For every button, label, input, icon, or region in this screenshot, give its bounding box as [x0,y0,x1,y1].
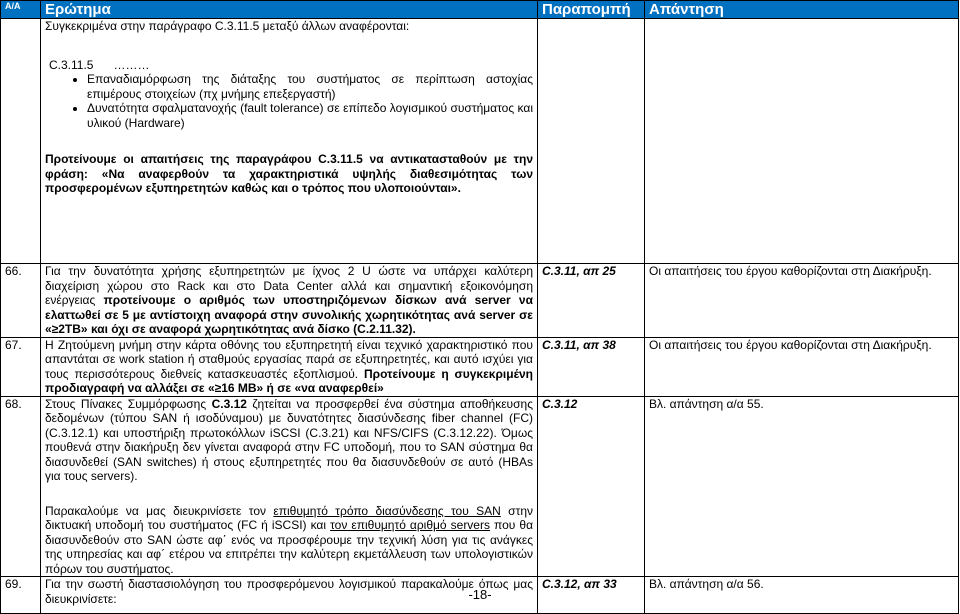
header-answer: Απάντηση [645,1,959,19]
header-num: Α/Α [1,1,41,19]
question-para-2 [45,504,533,577]
intro-line: Συγκεκριμένα στην παράγραφο C.3.11.5 μεταξύ άλλων αναφέρονται: [45,19,410,33]
quote-ref: C.3.11.5 [49,58,94,72]
question-text [41,396,538,577]
bullet-item: • Δυνατότητα σφαλματανοχής (fault tolerance) σε επίπεδο λογισμικού συστήματος και υλικού (Hardware) [87,101,533,130]
question-part: Για την σωστή διαστασιολόγηση του προσφερόμενου λογισμικού παρακαλούμε όπως μας διευκρινίσετε: [45,577,533,606]
table-row [1,396,959,577]
header-row [1,1,959,19]
answer-text: Οι απαιτήσεις του έργου καθορίζονται στη Διακήρυξη. [645,264,959,338]
reference-text: C.3.12, απ 33 [538,577,645,614]
row-number: 68. [1,396,41,577]
question-part: Παρακαλούμε να μας διευκρινίσετε τον [45,503,274,518]
answer-text: Βλ. απάντηση α/α 55. [645,396,959,577]
quote-dots: ……… [113,58,150,72]
question-text [41,264,538,338]
reference-text: C.3.12 [538,396,645,577]
num-cell [1,19,41,264]
row-number: 69. [1,577,41,614]
question-bold: C.3.12 [211,396,247,411]
question-part: Η Ζητούμενη μνήμη στην κάρτα οθόνης του εξυπηρετητή είναι τεχνικό χαρακτηριστικό που απαντάται σε work station ή σταθμούς εργασίας παρά σε εξυπηρετητές, και αυτό ισχύει για τους περισσότερους διεθνείς κατασκευαστές εξοπλισμού. [45,337,533,381]
header-reference: Παραπομπή [538,1,645,19]
question-underline: επιθυμητό τρόπο διασύνδεσης του SAN [273,503,501,518]
answer-cell [645,19,959,264]
continuation-row [1,19,959,264]
table-row [1,337,959,396]
reference-text: C.3.11, απ 25 [538,264,645,338]
question-cell [41,19,538,264]
question-part: που θα διασυνδεθούν στο SAN ώστε αφ΄ ενός να προσφέρουμε την τεχνική λύση για τις ανάγκες της υπηρεσίας και αφ΄ ετέρου να επιτρέπει την καλύτερη εκμετάλλευση των υπολογιστικών πόρων του συστήματος. [45,518,534,576]
reference-cell [538,19,645,264]
question-part: στην δικτυακή υποδομή του συστήματος (FC ή iSCSI) και [45,503,533,532]
question-bold: προτείνουμε ο αριθμός των υποστηριζόμενων δίσκων ανά server να ελαττωθεί σε 5 με αντίστοιχη αναφορά στην συνολικής χωρητικότητας ανά server σε «≥2TB» και όχι σε αναφορά χωρητικότητας ανά δίσκο (C.2.11.32). [45,293,533,336]
question-part: Στους Πίνακες Συμμόρφωσης [45,396,212,411]
question-underline: τον επιθυμητό αριθμό servers [330,518,490,532]
question-text [41,337,538,396]
quote-ref-line [45,58,533,72]
row-number: 67. [1,337,41,396]
page-number: -18- [468,587,492,602]
row-number: 66. [1,264,41,338]
proposal-text: Προτείνουμε οι απαιτήσεις της παραγράφου C.3.11.5 να αντικατασταθούν με την φράση: «Να αναφερθούν τα χαρακτηριστικά υψηλής διαθεσιμότητας των προσφερομένων εξυπηρετητών καθώς και ο τρόπος που υλοποιούνται». [45,152,533,195]
header-question: Ερώτημα [41,1,538,19]
answer-text: Βλ. απάντηση α/α 56. [645,577,959,614]
table-row [1,264,959,338]
bullet-item: • Επαναδιαμόρφωση της διάταξης του συστήματος σε περίπτωση αστοχίας επιμέρους στοιχείων (πχ μνήμης επεξεργαστή) [87,72,533,101]
question-bold: Προτείνουμε η συγκεκριμένη προδιαγραφή να αλλάξει σε «≥16 MB» ή σε «να αναφερθεί» [45,366,534,395]
question-part: ζητείται να προσφερθεί ένα σύστημα αποθήκευσης δεδομένων (τύπου SAN ή ισοδύναμου) με δυνατότητες διασύνδεσης fiber channel (FC) (C.3.12.1) και υποστήριξη πρωτοκόλλων iSCSI (C.3.21) και NFS/CIFS (C.3.12.22). Όμως πουθενά στην διακήρυξη δεν γίνεται αναφορά στην FC υποδομή, που το SAN σύστημα θα διασυνδεθεί (SAN switches) ή στους εξυπηρετητές που θα διασυνδεθούν σε αυτό (HBAs για τους servers). [45,396,533,483]
answer-text: Οι απαιτήσεις του έργου καθορίζονται στη Διακήρυξη. [645,337,959,396]
question-para-1 [45,397,533,484]
question-part: Για την δυνατότητα χρήσης εξυπηρετητών με ίχνος 2 U ώστε να υπάρχει καλύτερη διαχείριση χώρου στο Rack και στο Data Center αλλά και σημαντική εξοικονόμηση ενέργειας [45,264,533,307]
reference-text: C.3.11, απ 38 [538,337,645,396]
bullet-list [45,72,533,130]
